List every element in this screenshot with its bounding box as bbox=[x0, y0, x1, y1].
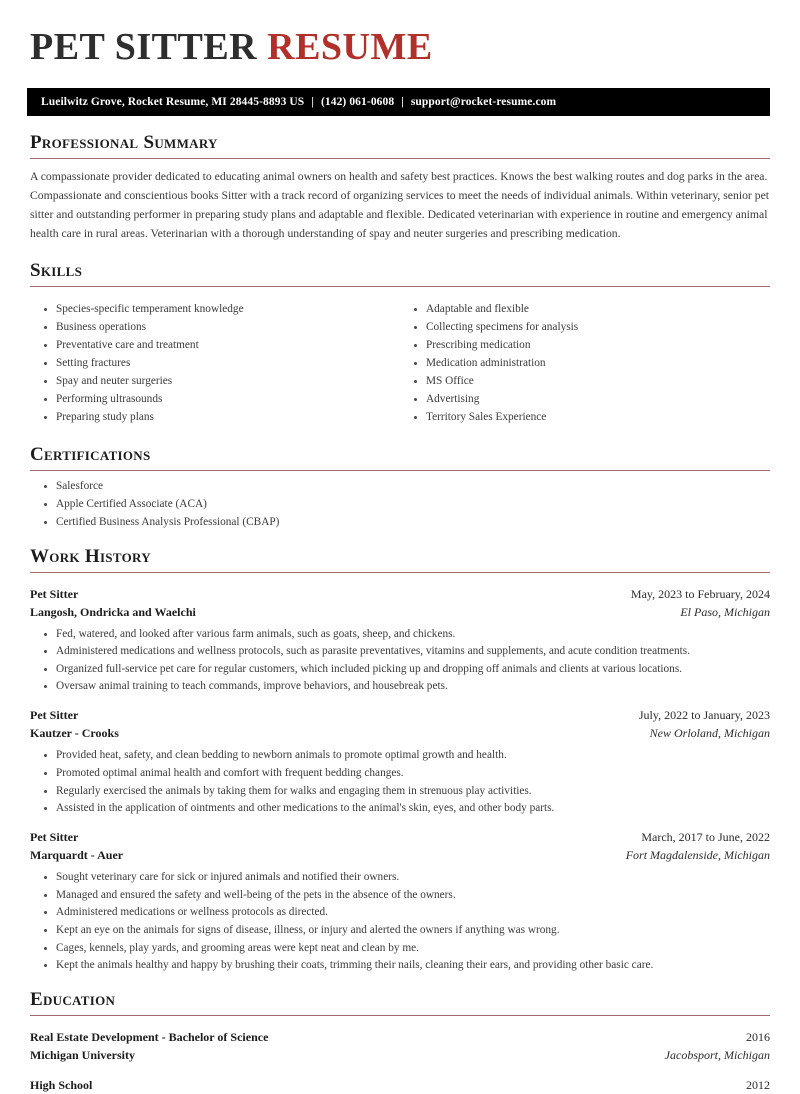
job-header-row bbox=[30, 828, 770, 846]
list-item: Promoted optimal animal health and comfort with frequent bedding changes. bbox=[30, 766, 770, 781]
list-item: Preventative care and treatment bbox=[30, 338, 400, 353]
education-entries bbox=[30, 1028, 770, 1094]
list-item: Regularly exercised the animals by taking them for walks and engaging them in strenuous play activities. bbox=[30, 784, 770, 799]
contact-bar bbox=[27, 88, 770, 116]
contact-email: support@rocket-resume.com bbox=[410, 96, 557, 108]
education-entry bbox=[30, 1028, 770, 1064]
list-item: Adaptable and flexible bbox=[400, 302, 770, 317]
list-item: Advertising bbox=[400, 392, 770, 407]
list-item: Administered medications or wellness protocols as directed. bbox=[30, 905, 770, 920]
section-divider bbox=[30, 158, 770, 159]
section-title-certifications: Certifications bbox=[30, 444, 151, 466]
skills-column-left bbox=[30, 294, 400, 429]
list-item: Organized full-service pet care for regular customers, which included picking up and dropping off animals and clients at various locations. bbox=[30, 662, 770, 677]
job-header-row bbox=[30, 585, 770, 603]
list-item: Prescribing medication bbox=[400, 338, 770, 353]
job-bullet-list bbox=[30, 627, 770, 695]
section-divider bbox=[30, 1015, 770, 1016]
job-title: Pet Sitter bbox=[30, 830, 79, 845]
section-professional-summary bbox=[30, 133, 770, 244]
section-education bbox=[30, 990, 770, 1094]
skills-column-right bbox=[400, 294, 770, 429]
skills-list-left bbox=[30, 302, 400, 426]
list-item: Performing ultrasounds bbox=[30, 392, 400, 407]
list-item: Oversaw animal training to teach commands, improve behaviors, and housebreak pets. bbox=[30, 679, 770, 694]
contact-phone: (142) 061-0608 bbox=[320, 96, 395, 108]
list-item: Fed, watered, and looked after various farm animals, such as goats, sheep, and chickens. bbox=[30, 627, 770, 642]
list-item: Kept an eye on the animals for signs of disease, illness, or injury and alerted the owners if anything was wrong. bbox=[30, 923, 770, 938]
work-history-entry bbox=[30, 828, 770, 973]
list-item: Managed and ensured the safety and well-being of the pets in the absence of the owners. bbox=[30, 888, 770, 903]
job-location: El Paso, Michigan bbox=[680, 604, 770, 619]
education-degree: Real Estate Development - Bachelor of Science bbox=[30, 1030, 269, 1045]
list-item: Cages, kennels, play yards, and grooming areas were kept neat and clean by me. bbox=[30, 941, 770, 956]
section-title-summary: Professional Summary bbox=[30, 132, 218, 153]
education-school: Michigan University bbox=[30, 1048, 135, 1063]
job-company: Marquardt - Auer bbox=[30, 848, 124, 863]
education-location: Jacobsport, Michigan bbox=[664, 1048, 770, 1063]
job-location: Fort Magdalenside, Michigan bbox=[625, 848, 770, 863]
list-item: Business operations bbox=[30, 320, 400, 335]
work-history-entries bbox=[30, 585, 770, 974]
contact-separator-2: | bbox=[401, 96, 404, 108]
list-item: Certified Business Analysis Professional (CBAP) bbox=[30, 515, 770, 530]
section-work-history bbox=[30, 547, 770, 974]
list-item: Provided heat, safety, and clean bedding to newborn animals to promote optimal growth and health. bbox=[30, 748, 770, 763]
job-header-row bbox=[30, 706, 770, 724]
list-item: Apple Certified Associate (ACA) bbox=[30, 497, 770, 512]
contact-separator-1: | bbox=[311, 96, 314, 108]
section-certifications bbox=[30, 445, 770, 529]
list-item: Salesforce bbox=[30, 479, 770, 494]
job-title: Pet Sitter bbox=[30, 708, 79, 723]
education-year: 2012 bbox=[746, 1078, 770, 1093]
job-dates: March, 2017 to June, 2022 bbox=[641, 830, 770, 845]
job-dates: May, 2023 to February, 2024 bbox=[630, 586, 770, 601]
job-company: Langosh, Ondricka and Waelchi bbox=[30, 604, 196, 619]
summary-text: A compassionate provider dedicated to educating animal owners on health and safety best practices. Knows the best walking routes and dog parks in the area. Compassionate and conscientious books Sitter with a track record of organizing services to meet the needs of individual animals. Within veterinary, senior pet sitter and outstanding performer in preparing study plans and adaptable and flexible. Dedicated veterinarian with experience in routine and emergency animal health care in rural areas. Veterinarian with a thorough understanding of spay and neuter surgeries and prescribing medication. bbox=[30, 169, 770, 240]
job-bullet-list bbox=[30, 748, 770, 816]
job-company-row bbox=[30, 846, 770, 864]
certifications-list bbox=[30, 479, 770, 529]
education-school-row bbox=[30, 1046, 770, 1064]
list-item: Territory Sales Experience bbox=[400, 410, 770, 425]
education-degree-row bbox=[30, 1076, 770, 1094]
list-item: Collecting specimens for analysis bbox=[400, 320, 770, 335]
job-bullet-list bbox=[30, 870, 770, 973]
work-history-entry bbox=[30, 706, 770, 816]
section-skills bbox=[30, 261, 770, 429]
education-year: 2016 bbox=[746, 1030, 770, 1045]
job-company-row bbox=[30, 603, 770, 621]
education-degree-row bbox=[30, 1028, 770, 1046]
section-title-education: Education bbox=[30, 989, 116, 1011]
contact-address: Lueilwitz Grove, Rocket Resume, MI 28445-8893 US bbox=[41, 96, 305, 108]
list-item: Kept the animals healthy and happy by brushing their coats, trimming their nails, cleaning their ears, and providing other basic care. bbox=[30, 958, 770, 973]
list-item: Assisted in the application of ointments and other medications to the animal's skin, eyes, and other body parts. bbox=[30, 801, 770, 816]
list-item: Species-specific temperament knowledge bbox=[30, 302, 400, 317]
page-title-accent: RESUME bbox=[267, 26, 433, 68]
education-degree: High School bbox=[30, 1078, 93, 1093]
job-company-row bbox=[30, 724, 770, 742]
education-entry bbox=[30, 1076, 770, 1094]
section-title-work-history: Work History bbox=[30, 545, 151, 567]
list-item: Setting fractures bbox=[30, 356, 400, 371]
list-item: Spay and neuter surgeries bbox=[30, 374, 400, 389]
job-company: Kautzer - Crooks bbox=[30, 726, 119, 741]
skills-columns bbox=[30, 294, 770, 429]
list-item: Sought veterinary care for sick or injured animals and notified their owners. bbox=[30, 870, 770, 885]
job-title: Pet Sitter bbox=[30, 586, 79, 601]
list-item: MS Office bbox=[400, 374, 770, 389]
page-title-main: PET SITTER bbox=[30, 26, 258, 68]
list-item: Medication administration bbox=[400, 356, 770, 371]
skills-list-right bbox=[400, 302, 770, 426]
section-divider bbox=[30, 572, 770, 573]
job-dates: July, 2022 to January, 2023 bbox=[638, 708, 770, 723]
section-title-skills: Skills bbox=[30, 259, 83, 281]
job-location: New Orloland, Michigan bbox=[649, 726, 770, 741]
list-item: Administered medications and wellness protocols, such as parasite preventatives, vitamins and supplements, and acute condition treatments. bbox=[30, 644, 770, 659]
section-divider bbox=[30, 286, 770, 287]
page-title bbox=[30, 0, 770, 66]
work-history-entry bbox=[30, 585, 770, 695]
list-item: Preparing study plans bbox=[30, 410, 400, 425]
section-divider bbox=[30, 470, 770, 471]
